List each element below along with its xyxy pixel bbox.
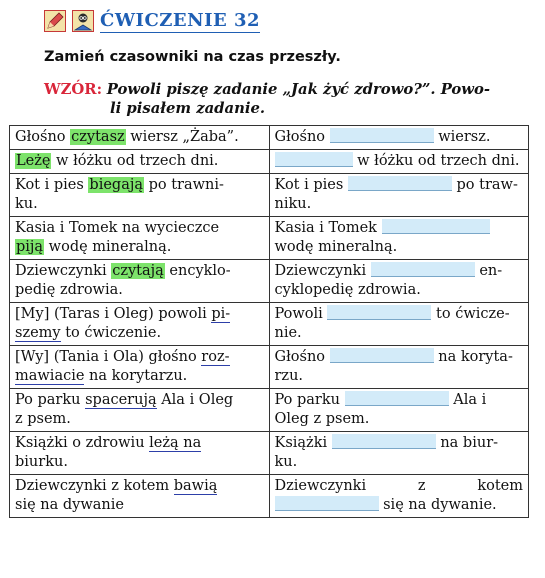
sentence-text: encyklo- [164, 263, 231, 279]
sentence-text: w łóżku od trzech dni. [352, 153, 520, 169]
sentence-text: [My] (Taras i Oleg) powoli [15, 306, 212, 322]
verb-highlight: biegają [89, 177, 143, 193]
sentence-text: Oleg z psem. [274, 411, 370, 427]
sentence-text: Ala i Oleg [156, 392, 234, 408]
sentence-text: na korytarzu. [84, 368, 188, 384]
sentence-text: to ćwiczenie. [60, 325, 162, 341]
example-text-line2: li pisałem zadanie. [110, 100, 266, 117]
sentence-text: się na dywanie. [378, 497, 497, 513]
exercise-header [44, 8, 260, 34]
verb-highlight: piją [16, 239, 44, 255]
verb-underline: szemy [15, 325, 61, 341]
source-sentence [10, 432, 270, 475]
sentence-text: Dziewczynki [15, 263, 112, 279]
exercise-title: ĆWICZENIE 32 [100, 9, 261, 31]
source-sentence [10, 303, 270, 346]
sentence-text: Książki [274, 435, 332, 451]
example-label: WZÓR: [44, 81, 103, 98]
sentence-text: w łóżku od trzech dni. [51, 153, 219, 169]
answer-blank[interactable] [382, 219, 490, 234]
answer-sentence [269, 303, 529, 346]
source-sentence [10, 150, 270, 174]
table-row [10, 174, 529, 217]
sentence-text: Po parku [274, 392, 345, 408]
table-row [10, 475, 529, 518]
answer-sentence [269, 260, 529, 303]
table-row [10, 346, 529, 389]
reading-person-icon [72, 10, 94, 32]
sentence-text: Dziewczynki [274, 478, 367, 494]
table-row [10, 389, 529, 432]
table-row [10, 303, 529, 346]
verb-underline: roz- [201, 349, 230, 365]
sentence-text: na biur- [435, 435, 499, 451]
example-text-line1: Powoli piszę zadanie „Jak żyć zdrowo?”. Powo- [106, 81, 491, 98]
table-row [10, 260, 529, 303]
source-sentence [10, 126, 270, 150]
sentence-text: Kasia i Tomek [274, 220, 382, 236]
verb-highlight: czytają [112, 263, 164, 279]
answer-blank[interactable] [275, 152, 353, 167]
sentence-text: Po parku [15, 392, 86, 408]
source-sentence [10, 260, 270, 303]
answer-sentence [269, 475, 529, 518]
sentence-text: wodę mineralną. [44, 239, 172, 255]
answer-sentence [269, 389, 529, 432]
sentence-text: Książki o zdrowiu [15, 435, 150, 451]
verb-underline: bawią [173, 478, 218, 494]
example-block [44, 80, 539, 118]
verb-underline: mawiacie [15, 368, 85, 384]
sentence-text: z [417, 478, 426, 494]
verb-underline: pi- [211, 306, 231, 322]
answer-sentence [269, 432, 529, 475]
answer-blank[interactable] [348, 176, 452, 191]
sentence-text: rzu. [274, 368, 304, 384]
sentence-text: to ćwicze- [431, 306, 510, 322]
source-sentence [10, 174, 270, 217]
sentence-text: po trawni- [143, 177, 224, 193]
source-sentence [10, 217, 270, 260]
sentence-text: wiersz. [433, 129, 491, 145]
sentence-text: Kot i pies [15, 177, 89, 193]
sentence-text: Dziewczynki z kotem [15, 478, 174, 494]
sentence-text: Kasia i Tomek na wycieczce [15, 220, 220, 236]
exercise-table [9, 125, 529, 518]
sentence-text: Kot i pies [274, 177, 348, 193]
sentence-text: Dziewczynki [274, 263, 371, 279]
sentence-text: na koryta- [433, 349, 513, 365]
sentence-text: Ala i [448, 392, 487, 408]
table-row [10, 432, 529, 475]
sentence-text: z psem. [15, 411, 71, 427]
table-row [10, 126, 529, 150]
sentence-text: [Wy] (Tania i Ola) głośno [15, 349, 202, 365]
pencil-icon [44, 10, 66, 32]
answer-sentence [269, 126, 529, 150]
sentence-text: wiersz „Żaba”. [125, 129, 239, 145]
sentence-text: wodę mineralną. [274, 239, 398, 255]
sentence-text: biurku. [15, 454, 68, 470]
sentence-text: ku. [15, 196, 38, 212]
verb-underline: leżą na [149, 435, 202, 451]
answer-sentence [269, 217, 529, 260]
verb-underline: spacerują [85, 392, 157, 408]
sentence-text: Głośno [274, 349, 330, 365]
sentence-text: cyklopedię zdrowia. [274, 282, 421, 298]
answer-blank[interactable] [275, 496, 379, 511]
sentence-text: po traw- [451, 177, 518, 193]
answer-blank[interactable] [330, 348, 434, 363]
sentence-text: en- [474, 263, 503, 279]
verb-highlight: czytasz [71, 129, 125, 145]
sentence-text: Głośno [15, 129, 71, 145]
sentence-text: Powoli [274, 306, 328, 322]
sentence-text: kotem [477, 478, 523, 494]
source-sentence [10, 475, 270, 518]
sentence-text: się na dywanie [15, 497, 124, 513]
sentence-text: pedię zdrowia. [15, 282, 123, 298]
table-row [10, 217, 529, 260]
answer-sentence [269, 346, 529, 389]
answer-sentence [269, 174, 529, 217]
answer-blank[interactable] [330, 128, 434, 143]
source-sentence [10, 389, 270, 432]
answer-sentence [269, 150, 529, 174]
answer-blank[interactable] [327, 305, 431, 320]
answer-blank[interactable] [332, 434, 436, 449]
instruction-text: Zamień czasowniki na czas przeszły. [44, 49, 341, 65]
sentence-text: ku. [274, 454, 298, 470]
answer-blank[interactable] [371, 262, 475, 277]
sentence-text: Głośno [274, 129, 330, 145]
table-row [10, 150, 529, 174]
sentence-text: niku. [274, 196, 312, 212]
answer-blank[interactable] [345, 391, 449, 406]
sentence-text: nie. [274, 325, 302, 341]
verb-highlight: Leżę [16, 153, 51, 169]
source-sentence [10, 346, 270, 389]
